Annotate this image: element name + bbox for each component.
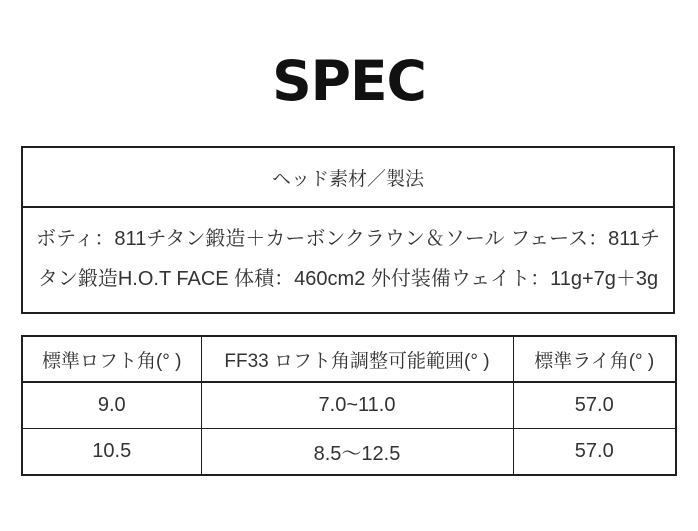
table-row — [22, 382, 676, 429]
table-row — [22, 429, 676, 476]
spec-header-row — [22, 336, 676, 382]
spec-cell-adjust-range: 8.5～12.5 — [201, 429, 513, 476]
spec-cell-loft: 9.0 — [22, 382, 201, 429]
spec-col-header-standard-loft: 標準ロフト角(° ) — [22, 336, 201, 382]
material-body-line: タン鍛造H.O.T FACE 体積：460cm2 外付装備ウェイト：11g+7g＋3g — [37, 268, 659, 290]
spec-col-header-standard-lie: 標準ライ角(° ) — [513, 336, 676, 382]
material-table-header: ヘッド素材／製法 — [23, 148, 673, 208]
spec-cell-lie: 57.0 — [513, 429, 676, 476]
loft-spec-table — [21, 335, 677, 476]
material-body-line: ボティ：811チタン鍛造＋カーボンクラウン＆ソール フェース：811チ — [36, 228, 660, 250]
material-table-body — [23, 208, 673, 310]
spec-cell-adjust-range: 7.0~11.0 — [201, 382, 513, 429]
spec-cell-loft: 10.5 — [22, 429, 201, 476]
spec-cell-lie: 57.0 — [513, 382, 676, 429]
material-table — [21, 146, 675, 314]
spec-col-header-adjust-range: FF33 ロフト角調整可能範囲(° ) — [201, 336, 513, 382]
page-title: SPEC — [272, 49, 426, 113]
